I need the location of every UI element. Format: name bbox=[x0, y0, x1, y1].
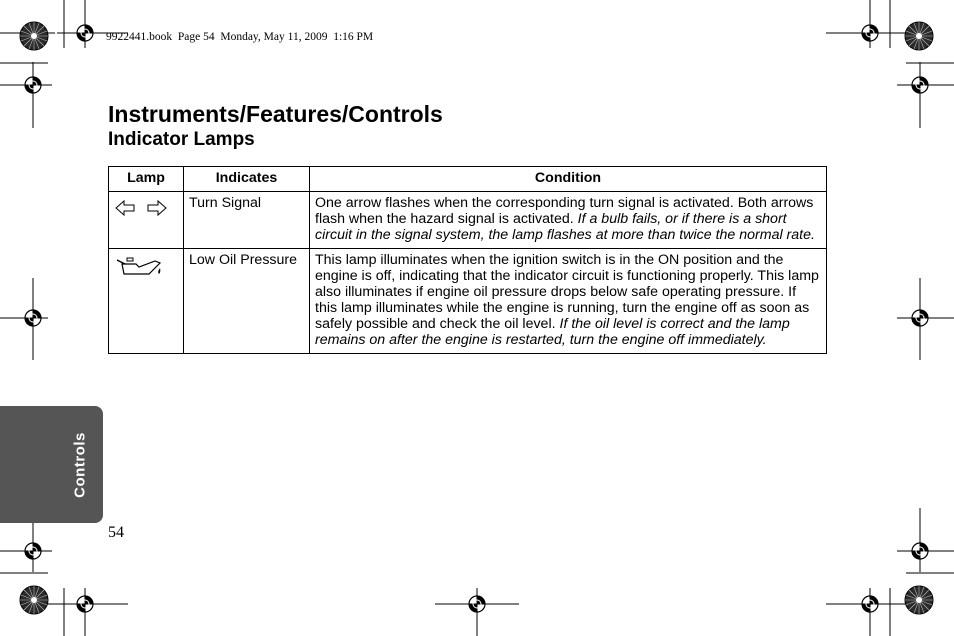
condition-text: This lamp illuminates when the ignition switch is in the ON position and the engine is off, indicating that the indicator circuit is functioning properly. This lamp also illuminates if engine oil pressure drops below safe operating pressure. If this lamp illuminates while the engine is running, turn the engine off as soon as safely possible and check the oil level. bbox=[315, 252, 819, 332]
column-header-condition: Condition bbox=[310, 167, 827, 192]
indicator-lamps-table bbox=[108, 166, 827, 354]
table-header-row bbox=[109, 167, 827, 192]
oil-can-icon bbox=[115, 255, 167, 281]
column-header-lamp: Lamp bbox=[109, 167, 184, 192]
table-row bbox=[109, 192, 827, 249]
condition-warning-text: If a bulb fails, or if there is a short circuit in the signal system, the lamp flashes at more than twice the normal rate. bbox=[315, 211, 815, 243]
indicates-cell: Low Oil Pressure bbox=[184, 249, 310, 354]
condition-warning-text: If the oil level is correct and the lamp remains on after the engine is restarted, turn the engine off immediately. bbox=[315, 316, 790, 348]
book-header-info: 9922441.book Page 54 Monday, May 11, 2009 1:16 PM bbox=[106, 31, 374, 43]
page-number: 54 bbox=[108, 524, 124, 541]
condition-cell bbox=[310, 192, 827, 249]
sidebar-section-label: Controls bbox=[71, 432, 89, 498]
column-header-indicates: Indicates bbox=[184, 167, 310, 192]
condition-cell bbox=[310, 249, 827, 354]
lamp-cell bbox=[109, 249, 184, 354]
indicates-cell: Turn Signal bbox=[184, 192, 310, 249]
turn-signal-arrows-icon bbox=[115, 198, 167, 220]
section-title: Indicator Lamps bbox=[108, 129, 255, 150]
condition-text: One arrow flashes when the corresponding turn signal is activated. Both arrows flash when the hazard signal is activated. bbox=[315, 195, 814, 227]
page-title: Instruments/Features/Controls bbox=[108, 101, 443, 127]
table-row bbox=[109, 249, 827, 354]
lamp-cell bbox=[109, 192, 184, 249]
